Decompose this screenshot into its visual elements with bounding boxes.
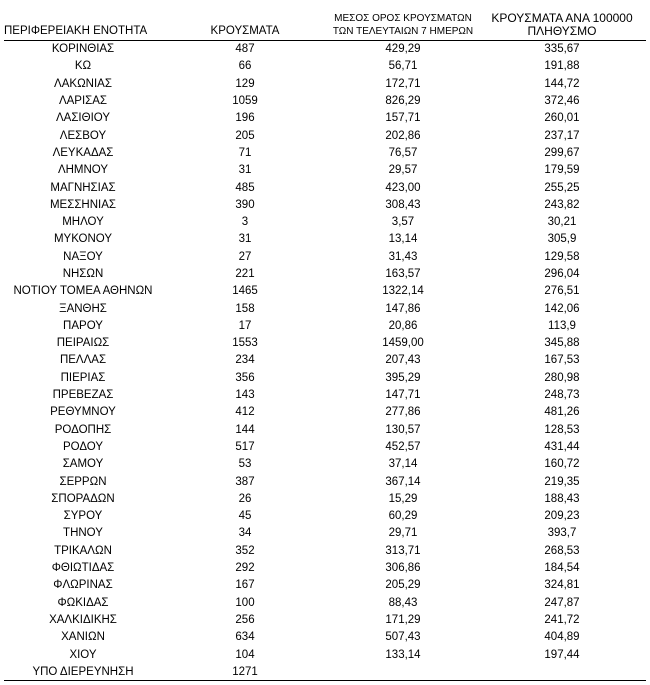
cell-cases: 31	[238, 164, 252, 177]
cell-per100k: 188,43	[544, 492, 580, 505]
table-row	[4, 508, 646, 525]
cell-per100k: 113,9	[548, 319, 576, 332]
table-row	[4, 404, 646, 421]
cases-table	[4, 10, 646, 681]
cell-avg7: 56,71	[388, 60, 418, 73]
cell-region: ΠΑΡΟΥ	[63, 319, 103, 332]
cell-per100k	[478, 663, 646, 681]
cell-region: ΣΕΡΡΩΝ	[59, 475, 107, 488]
table-row	[4, 421, 646, 438]
cell-cases: 292	[235, 562, 255, 575]
table-row	[4, 525, 646, 542]
cell-avg7: 130,57	[385, 423, 421, 436]
cell-per100k: 260,01	[544, 112, 580, 125]
cell-avg7: 1322,14	[382, 285, 424, 298]
cell-region: ΤΡΙΚΑΛΩΝ	[54, 544, 112, 557]
cell-per100k: 404,89	[544, 631, 580, 644]
cell-cases: 1271	[162, 663, 328, 681]
cell-cases: 234	[235, 354, 255, 367]
cell-region: ΦΛΩΡΙΝΑΣ	[53, 579, 113, 592]
cell-per100k: 219,35	[544, 475, 580, 488]
cell-region: ΚΟΡΙΝΘΙΑΣ	[51, 43, 115, 56]
cell-region: ΛΕΥΚΑΔΑΣ	[52, 146, 114, 159]
cell-cases: 1465	[232, 285, 258, 298]
cell-per100k: 241,72	[544, 613, 580, 626]
cell-per100k: 160,72	[544, 458, 580, 471]
table-row	[4, 265, 646, 282]
cell-region: ΝΗΣΩΝ	[62, 268, 104, 280]
cell-avg7: 13,14	[388, 233, 418, 246]
table-row	[4, 283, 646, 300]
table-row	[4, 456, 646, 473]
cell-avg7: 147,86	[385, 302, 421, 315]
cell-avg7: 308,43	[385, 198, 421, 211]
cell-cases: 34	[238, 527, 252, 540]
cell-per100k: 255,25	[544, 181, 580, 194]
cell-per100k: 30,21	[547, 216, 577, 229]
cell-per100k: 268,53	[544, 544, 580, 557]
cell-cases: 390	[235, 198, 255, 211]
cell-region: ΛΕΣΒΟΥ	[59, 129, 107, 142]
cell-cases: 100	[235, 596, 255, 609]
cell-cases: 104	[235, 648, 255, 661]
cell-per100k: 197,44	[544, 648, 580, 661]
cell-cases: 205	[235, 129, 255, 142]
cell-avg7	[328, 663, 478, 681]
cell-per100k: 280,98	[544, 371, 580, 384]
header-region: ΠΕΡΙΦΕΡΕΙΑΚΗ ΕΝΟΤΗΤΑ	[4, 10, 162, 40]
cell-region: ΡΟΔΟΥ	[62, 440, 104, 453]
cell-region: ΦΩΚΙΔΑΣ	[57, 596, 109, 609]
cell-per100k: 243,82	[544, 198, 580, 211]
cell-region: ΠΕΛΛΑΣ	[59, 354, 107, 367]
cell-region: ΤΗΝΟΥ	[63, 527, 103, 540]
table-row	[4, 663, 646, 681]
table-row	[4, 248, 646, 265]
cell-cases: 517	[235, 440, 255, 453]
cell-per100k: 142,06	[544, 302, 580, 315]
table-row	[4, 92, 646, 109]
cell-per100k: 372,46	[544, 95, 580, 108]
header-per100k-line2: ΠΛΗΘΥΣΜΟ	[527, 23, 597, 38]
table-row	[4, 559, 646, 576]
cell-region: ΧΙΟΥ	[69, 648, 97, 661]
cell-cases: 27	[238, 250, 252, 263]
cell-per100k: 128,53	[544, 423, 580, 436]
table-row	[4, 196, 646, 213]
cell-cases: 3	[241, 216, 249, 229]
cell-avg7: 88,43	[388, 596, 418, 609]
cell-avg7: 3,57	[391, 216, 415, 229]
cell-region: ΦΘΙΩΤΙΔΑΣ	[51, 562, 115, 575]
cell-region: ΣΥΡΟΥ	[63, 510, 103, 523]
cell-region: ΝΑΞΟΥ	[63, 250, 103, 263]
cell-avg7: 157,71	[385, 112, 421, 125]
cell-avg7: 452,57	[385, 440, 421, 453]
cell-cases: 196	[235, 112, 255, 125]
cell-cases: 167	[235, 579, 255, 592]
table-row	[4, 473, 646, 490]
cell-avg7: 507,43	[385, 631, 421, 644]
cell-per100k: 129,58	[544, 250, 580, 263]
cell-per100k: 305,9	[547, 233, 577, 246]
cell-avg7: 37,14	[388, 458, 418, 471]
cell-per100k: 144,72	[544, 77, 580, 90]
cell-region: ΜΥΚΟΝΟΥ	[53, 233, 113, 246]
cell-avg7: 429,29	[385, 43, 421, 56]
cell-region: ΜΗΛΟΥ	[62, 216, 104, 229]
cell-avg7: 20,86	[388, 319, 418, 332]
table-row	[4, 110, 646, 127]
table-row	[4, 300, 646, 317]
cell-avg7: 207,43	[385, 354, 421, 367]
table-header-row	[4, 10, 646, 40]
header-cases: ΚΡΟΥΣΜΑΤΑ	[162, 10, 328, 40]
cell-avg7: 76,57	[388, 146, 418, 159]
table-row	[4, 179, 646, 196]
cell-cases: 129	[235, 77, 255, 90]
cell-region: ΛΑΡΙΣΑΣ	[58, 95, 108, 108]
cell-region: ΥΠΟ ΔΙΕΡΕΥΝΗΣΗ	[4, 663, 162, 681]
cell-avg7: 1459,00	[382, 337, 424, 350]
cell-cases: 158	[235, 302, 255, 315]
cell-cases: 356	[235, 371, 255, 384]
cell-per100k: 167,53	[544, 354, 580, 367]
cell-region: ΧΑΛΚΙΔΙΚΗΣ	[49, 613, 117, 626]
cell-avg7: 395,29	[385, 371, 421, 384]
cell-avg7: 306,86	[385, 562, 421, 575]
cell-avg7: 31,43	[388, 250, 418, 263]
cell-per100k: 237,17	[544, 129, 580, 142]
cell-per100k: 393,7	[547, 527, 577, 540]
cell-avg7: 163,57	[385, 268, 421, 280]
cell-per100k: 431,44	[544, 440, 580, 453]
header-avg7-line1: ΜΕΣΟΣ ΟΡΟΣ ΚΡΟΥΣΜΑΤΩΝ	[334, 12, 472, 24]
cell-cases: 17	[238, 319, 252, 332]
cell-cases: 634	[235, 631, 255, 644]
table-row	[4, 490, 646, 507]
cell-region: ΧΑΝΙΩΝ	[61, 631, 105, 644]
cell-per100k: 324,81	[544, 579, 580, 592]
cell-avg7: 313,71	[385, 544, 421, 557]
table-row	[4, 40, 646, 58]
cell-region: ΡΕΘΥΜΝΟΥ	[50, 406, 116, 419]
header-per100k	[478, 10, 646, 40]
table-row	[4, 213, 646, 230]
cell-region: ΞΑΝΘΗΣ	[59, 302, 107, 315]
cell-cases: 71	[238, 146, 252, 159]
header-avg7	[328, 10, 478, 40]
cell-cases: 412	[235, 406, 255, 419]
table-row	[4, 317, 646, 334]
cell-cases: 26	[238, 492, 252, 505]
table-row	[4, 542, 646, 559]
cell-avg7: 29,57	[388, 164, 418, 177]
cell-avg7: 367,14	[385, 475, 421, 488]
cell-cases: 256	[235, 613, 255, 626]
cell-cases: 144	[235, 423, 255, 436]
table-row	[4, 594, 646, 611]
cell-avg7: 171,29	[385, 613, 421, 626]
cell-avg7: 423,00	[385, 181, 421, 194]
cell-region: ΠΡΕΒΕΖΑΣ	[52, 389, 114, 402]
cell-cases: 221	[235, 268, 255, 280]
cell-avg7: 277,86	[385, 406, 421, 419]
cell-avg7: 147,71	[385, 389, 421, 402]
cell-per100k: 184,54	[544, 562, 580, 575]
cell-region: ΛΑΣΙΘΙΟΥ	[55, 112, 111, 125]
cell-per100k: 276,51	[544, 285, 580, 298]
cell-cases: 387	[235, 475, 255, 488]
cell-region: ΜΑΓΝΗΣΙΑΣ	[50, 181, 116, 194]
cell-avg7: 172,71	[385, 77, 421, 90]
cell-avg7: 15,29	[388, 492, 418, 505]
cell-region: ΠΙΕΡΙΑΣ	[60, 371, 106, 384]
cell-per100k: 191,88	[544, 60, 580, 73]
cell-region: ΚΩ	[74, 60, 92, 73]
table-row	[4, 127, 646, 144]
cell-per100k: 299,67	[544, 146, 580, 159]
cell-cases: 53	[238, 458, 252, 471]
cell-cases: 485	[235, 181, 255, 194]
table-row	[4, 577, 646, 594]
cell-region: ΠΕΙΡΑΙΩΣ	[56, 337, 110, 350]
cell-cases: 143	[235, 389, 255, 402]
table-row	[4, 646, 646, 663]
cell-per100k: 296,04	[544, 268, 580, 280]
cell-region: ΛΗΜΝΟΥ	[57, 164, 109, 177]
cell-avg7: 60,29	[388, 510, 418, 523]
cell-per100k: 209,23	[544, 510, 580, 523]
cell-avg7: 826,29	[385, 95, 421, 108]
table-row	[4, 352, 646, 369]
cell-per100k: 481,26	[544, 406, 580, 419]
cell-cases: 352	[235, 544, 255, 557]
table-row	[4, 144, 646, 161]
table-row	[4, 75, 646, 92]
cell-cases: 487	[235, 43, 255, 56]
header-per100k-line1: ΚΡΟΥΣΜΑΤΑ ΑΝΑ 100000	[491, 10, 633, 25]
cell-per100k: 345,88	[544, 337, 580, 350]
cell-region: ΣΠΟΡΑΔΩΝ	[51, 492, 115, 505]
cell-cases: 1553	[232, 337, 258, 350]
cell-per100k: 335,67	[544, 43, 580, 56]
cell-cases: 31	[238, 233, 252, 246]
table-row	[4, 611, 646, 628]
table-row	[4, 438, 646, 455]
table-row	[4, 231, 646, 248]
cell-region: ΛΑΚΩΝΙΑΣ	[54, 77, 112, 90]
cell-avg7: 205,29	[385, 579, 421, 592]
cell-avg7: 202,86	[385, 129, 421, 142]
table-row	[4, 629, 646, 646]
table-row	[4, 369, 646, 386]
cell-per100k: 248,73	[544, 389, 580, 402]
cell-region: ΣΑΜΟΥ	[62, 458, 104, 471]
table-body	[4, 40, 646, 681]
table-row	[4, 162, 646, 179]
table-row	[4, 386, 646, 403]
cell-avg7: 133,14	[385, 648, 421, 661]
header-avg7-line2: ΤΩΝ ΤΕΛΕΥΤΑΙΩΝ 7 ΗΜΕΡΩΝ	[332, 25, 474, 37]
cell-cases: 66	[238, 60, 252, 73]
cell-avg7: 29,71	[388, 527, 418, 540]
cell-per100k: 179,59	[544, 164, 580, 177]
cell-region: ΝΟΤΙΟΥ ΤΟΜΕΑ ΑΘΗΝΩΝ	[13, 285, 153, 298]
cell-cases: 45	[238, 510, 252, 523]
cell-per100k: 247,87	[544, 596, 580, 609]
table-row	[4, 335, 646, 352]
cell-region: ΡΟΔΟΠΗΣ	[54, 423, 112, 436]
table-row	[4, 58, 646, 75]
cell-region: ΜΕΣΣΗΝΙΑΣ	[49, 198, 117, 211]
cell-cases: 1059	[232, 95, 258, 108]
